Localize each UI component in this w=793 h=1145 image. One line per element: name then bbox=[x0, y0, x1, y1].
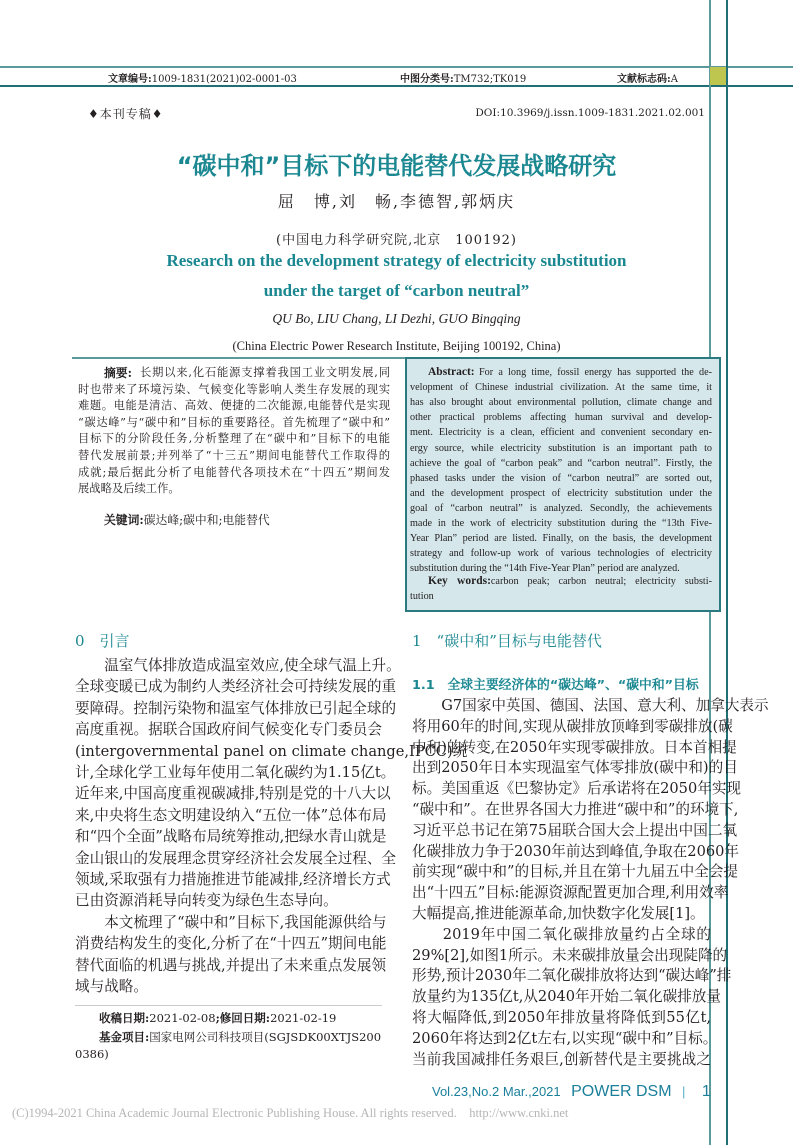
article-number bbox=[108, 70, 297, 85]
body-text-line: 化碳排放力争于2030年前达到峰值,争取在2060年 bbox=[412, 842, 740, 860]
body-text-line: 2019年中国二氧化碳排放量约占全球的 bbox=[412, 925, 711, 943]
header-bottom-rule bbox=[0, 85, 793, 87]
page-number: 1 bbox=[701, 1083, 711, 1100]
section-1-1-heading: 1.1 全球主要经济体的“碳达峰”、“碳中和”目标 bbox=[412, 678, 699, 693]
keywords-en-value: carbon peak; carbon neutral; electricity substi- bbox=[490, 576, 712, 587]
body-text-line: 形势,预计2030年二氧化碳排放将达到“碳达峰”排 bbox=[412, 967, 732, 985]
abstract-en-line: For a long time, fossil energy has supported the de- bbox=[479, 367, 712, 378]
keywords-en-label: Key words: bbox=[428, 575, 491, 587]
abstract-cn-keywords bbox=[104, 511, 270, 528]
body-text-line: 习近平总书记在第75届联合国大会上提出中国二氧 bbox=[412, 821, 738, 839]
body-text-line: 领域,采取强有力措施推进节能减排,经济增长方式 bbox=[75, 871, 391, 888]
body-text-line: 高度重视。据联合国政府间气候变化专门委员会 bbox=[75, 721, 382, 739]
received-value: 2021-02-08 bbox=[149, 1011, 216, 1025]
received-label: 收稿日期: bbox=[99, 1011, 150, 1025]
body-text-line: 将用60年的时间,实现从碳排放顶峰到零碳排放(碳 bbox=[412, 717, 733, 735]
page-title: “碳中和”目标下的电能替代发展战略研究 bbox=[176, 152, 617, 180]
footnote-rule bbox=[75, 1005, 382, 1006]
article-number-value: 1009-1831(2021)02-0001-03 bbox=[151, 74, 297, 85]
document-code-value: A bbox=[670, 74, 678, 85]
body-text-line: 标。美国重返《巴黎协定》后承诺将在2050年实现 bbox=[412, 780, 742, 798]
abstract-en-line: velopment of Chinese industrial civilization. At the same time, it bbox=[410, 382, 712, 394]
copyright-watermark: (C)1994-2021 China Academic Journal Electronic Publishing House. All rights reserved. http://www.cnki.net bbox=[12, 1106, 569, 1120]
abstract-cn-line: 展战略及后续工作。 bbox=[78, 482, 180, 496]
body-text-line: 前实现“碳中和”的目标,并且在第十九届五中全会提 bbox=[412, 863, 739, 881]
body-text-line: 出“十四五”目标:能源资源配置更加合理,利用效率 bbox=[412, 884, 729, 902]
abstract-en-line: achieve the goal of “carbon peak” and “carbon neutral”. Firstly, the bbox=[410, 457, 712, 469]
document-code bbox=[617, 70, 678, 85]
abstract-en-line: ment. Electricity is a clean, efficient and convenient secondary en- bbox=[410, 427, 712, 439]
body-text-line: 温室气体排放造成温室效应,使全球气温上升。 bbox=[75, 657, 401, 674]
header-top-rule bbox=[0, 66, 793, 68]
clc-number bbox=[400, 70, 526, 85]
authors-en: QU Bo, LIU Chang, LI Dezhi, GUO Bingqing bbox=[272, 311, 521, 326]
body-text-line: G7国家中英国、德国、法国、意大利、加拿大表示 bbox=[412, 697, 769, 714]
abstract-cn-line: 时也带来了环境污染、气候变化等影响人类生存发展的现实 bbox=[78, 382, 390, 396]
section-1-heading: 1 “碳中和”目标与电能替代 bbox=[412, 632, 602, 650]
journal-name: POWER DSM bbox=[571, 1083, 672, 1100]
abstract-en-line: substitution during the “14th Five-Year Plan” period are analyzed. bbox=[410, 563, 680, 575]
abstract-cn-label: 摘要: bbox=[104, 366, 132, 380]
abstract-top-rule bbox=[72, 357, 405, 359]
body-text-line: 和“四个全面”战略布局统筹推动,把绿水青山就是 bbox=[75, 828, 387, 846]
body-text-line: 消费结构发生的变化,分析了在“十四五”期间电能 bbox=[75, 935, 387, 953]
body-text-line: 出到2050年日本实现温室气体零排放(碳中和)的目 bbox=[412, 759, 738, 777]
abstract-en-line: phased tasks under the vision of “carbon neutral” are sorted out, bbox=[410, 472, 712, 484]
body-text-line: 中和)的转变,在2050年实现零碳排放。日本首相提 bbox=[412, 738, 737, 756]
title-en-line1: Research on the development strategy of electricity substitution bbox=[166, 251, 627, 270]
article-number-label: 文章编号: bbox=[108, 74, 152, 85]
body-text-line: 替代面临的机遇与挑战,并提出了未来重点发展领 bbox=[75, 956, 387, 974]
clc-value: TM732;TK019 bbox=[453, 74, 527, 85]
abstract-cn-line: 替代发展前景;并列举了“十三五”期间电能替代工作取得的 bbox=[78, 449, 390, 462]
body-text-line: 将大幅降低,到2050年排放量将降低到55亿t, bbox=[412, 1009, 711, 1026]
document-code-label: 文献标志码: bbox=[617, 74, 671, 85]
abstract-en-line: goal of “carbon neutral” is analyzed. Secondly, the achievements bbox=[410, 502, 712, 514]
column-label: ♦本刊专稿♦ bbox=[88, 107, 164, 121]
body-text-line: 计,全球化学工业每年使用二氧化碳约为1.15亿t。 bbox=[75, 764, 396, 781]
authors-cn: 屈 博,刘 畅,李德智,郭炳庆 bbox=[277, 192, 516, 211]
issue-info: Vol.23,No.2 Mar.,2021 bbox=[432, 1084, 561, 1099]
affiliation-cn: (中国电力科学研究院,北京 100192) bbox=[276, 233, 517, 248]
abstract-cn-line: 难题。电能是清洁、高效、便捷的二次能源,电能替代是实现 bbox=[78, 399, 390, 413]
affiliation-en: (China Electric Power Research Institute, Beijing 100192, China) bbox=[232, 339, 561, 353]
abstract-en-label: Abstract: bbox=[428, 366, 475, 378]
body-text-line: 要障碍。控制污染物和温室气体排放已引起全球的 bbox=[75, 699, 397, 717]
abstract-en-line: has also brought about environmental pollution, climate change and bbox=[410, 397, 712, 409]
revised-label: ;修回日期: bbox=[215, 1011, 271, 1025]
body-text-line: 2060年将达到2亿t左右,以实现“碳中和”目标。 bbox=[412, 1029, 718, 1047]
fund-label: 基金项目: bbox=[99, 1030, 150, 1044]
received-date bbox=[99, 1010, 336, 1026]
keywords-label: 关键词: bbox=[104, 513, 144, 527]
body-text-line: 来,中央将生态文明建设纳入“五位一体”总体布局 bbox=[75, 806, 387, 824]
body-text-line: 本文梳理了“碳中和”目标下,我国能源供给与 bbox=[75, 913, 387, 931]
abstract-en-line: ergy source, while electricity substitution is an important path to bbox=[410, 442, 712, 454]
title-en-line2: under the target of “carbon neutral” bbox=[263, 281, 530, 300]
body-text-line: 已由资源消耗导向转变为绿色生态导向。 bbox=[75, 892, 338, 910]
body-text-line: 全球变暖已成为制约人类经济社会可持续发展的重 bbox=[75, 678, 397, 696]
revised-value: 2021-02-19 bbox=[270, 1011, 337, 1025]
body-text-line: (intergovernmental panel on climate change,IPCC)统 bbox=[75, 742, 468, 760]
abstract-en-line: strategy and follow-up work of various technologies of electricity bbox=[410, 548, 712, 560]
corner-marker bbox=[710, 67, 726, 85]
abstract-cn-line: 长期以来,化石能源支撑着我国工业文明发展,同 bbox=[140, 366, 390, 379]
page-footer bbox=[432, 1083, 711, 1101]
body-text-line: “碳中和”。在世界各国大力推进“碳中和”的环境下, bbox=[412, 801, 739, 818]
body-text-line: 域与战略。 bbox=[75, 978, 148, 995]
fund-project-cont: 0386) bbox=[75, 1047, 109, 1061]
section-0-heading: 0 引言 bbox=[75, 632, 130, 650]
abstract-cn-line: 目标下的分阶段任务,分析整理了在“碳中和”目标下的电能 bbox=[78, 432, 390, 446]
body-text-line: 近年来,中国高度重视碳减排,特别是党的十八大以 bbox=[75, 785, 391, 803]
abstract-en-line: other practical problems affecting human survival and develop- bbox=[410, 412, 712, 424]
body-text-line: 当前我国减排任务艰巨,创新替代是主要挑战之 bbox=[412, 1050, 711, 1068]
abstract-en-line: made in the work of electricity substitution during the “13th Five- bbox=[410, 518, 712, 529]
body-text-line: 大幅提高,推进能源革命,加快数字化发展[1]。 bbox=[412, 905, 705, 922]
abstract-cn-line: “碳达峰”与“碳中和”目标的重要路径。首先梳理了“碳中和” bbox=[78, 415, 390, 429]
body-text-line: 放量约为135亿t,从2040年开始二氧化碳排放量 bbox=[412, 988, 721, 1006]
footer-separator: | bbox=[682, 1084, 686, 1099]
keywords-value: 碳达峰;碳中和;电能替代 bbox=[143, 513, 270, 527]
fund-project bbox=[99, 1029, 381, 1045]
clc-label: 中图分类号: bbox=[400, 74, 454, 85]
body-text-line: 29%[2],如图1所示。未来碳排放量会出现陡降的 bbox=[412, 946, 728, 964]
abstract-cn-line: 成就;最后据此分析了电能替代各项技术在“十四五”期间发 bbox=[78, 465, 390, 479]
abstract-en-line: Year Plan” period are listed. Finally, on the basis, the development bbox=[410, 533, 712, 545]
abstract-en-line: and the development prospect of electricity substitution under the bbox=[410, 487, 712, 499]
body-text-line: 金山银山的发展理念贯穿经济社会发展全过程、全 bbox=[75, 849, 397, 867]
abstract-en-keywords bbox=[428, 575, 712, 587]
abstract-en-keywords-cont: tution bbox=[410, 591, 434, 602]
doi: DOI:10.3969/j.issn.1009-1831.2021.02.001 bbox=[475, 107, 705, 119]
fund-value: 国家电网公司科技项目(SGJSDK00XTJS200 bbox=[149, 1030, 382, 1044]
